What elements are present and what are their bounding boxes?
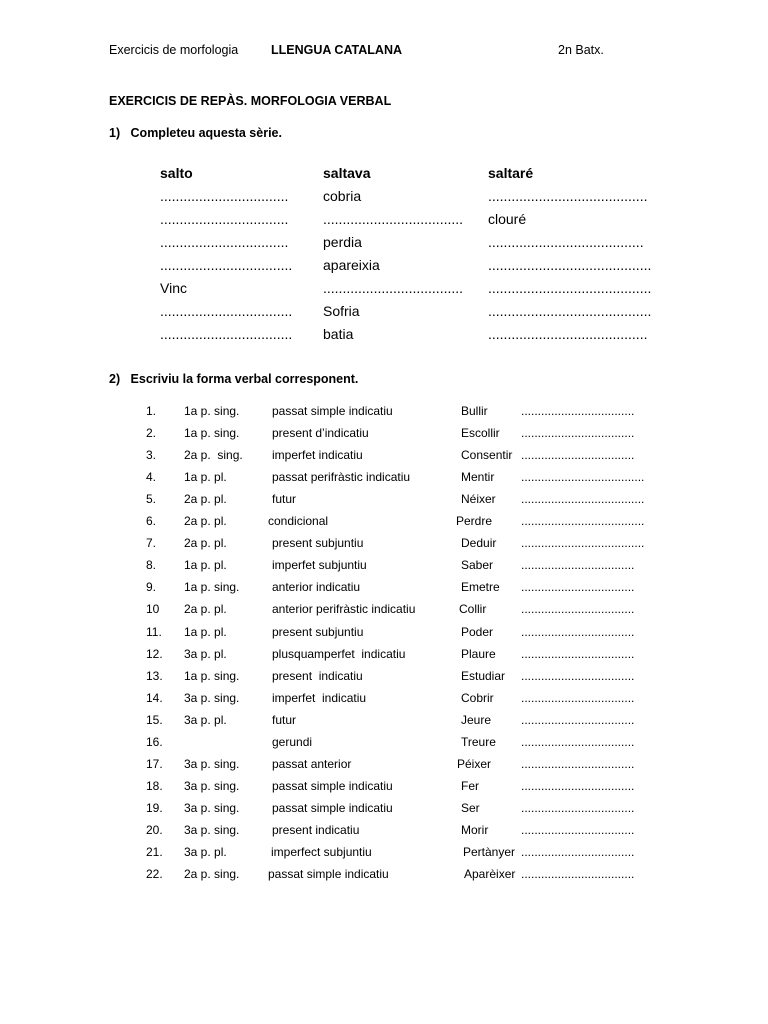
item-verb: Consentir <box>461 448 513 462</box>
item-verb: Péixer <box>457 757 492 771</box>
header-right: 2n Batx. <box>558 43 604 57</box>
item-tense: condicional <box>268 514 329 528</box>
section1-cell: Vinc <box>160 280 187 296</box>
item-person: 1a p. sing. <box>184 669 240 683</box>
section1-cell: batia <box>323 326 354 342</box>
item-blank: .................................. <box>521 625 635 639</box>
item-blank: .................................. <box>521 735 635 749</box>
section1-cell: apareixia <box>323 257 380 273</box>
item-blank: .................................. <box>521 404 635 418</box>
section1-cell: ................................. <box>160 234 289 250</box>
item-blank: .................................. <box>521 602 635 616</box>
item-person: 1a p. pl. <box>184 558 227 572</box>
item-person: 1a p. sing. <box>184 580 240 594</box>
item-number: 7. <box>146 536 157 550</box>
section1-cell: .................................... <box>323 211 464 227</box>
item-tense: present d’indicatiu <box>272 426 369 440</box>
item-tense: passat simple indicatiu <box>268 867 389 881</box>
section1-cell: ................................. <box>160 188 289 204</box>
section1-cell: .................................. <box>160 303 293 319</box>
header-center: LLENGUA CATALANA <box>271 43 402 57</box>
item-blank: .................................. <box>521 713 635 727</box>
item-verb: Néixer <box>461 492 496 506</box>
item-tense: futur <box>272 713 297 727</box>
item-verb: Estudiar <box>461 669 506 683</box>
item-tense: present subjuntiu <box>272 536 364 550</box>
item-person: 2a p. pl. <box>184 536 227 550</box>
item-verb: Plaure <box>461 647 496 661</box>
item-verb: Mentir <box>461 470 495 484</box>
item-blank: .................................. <box>521 867 635 881</box>
item-verb: Collir <box>459 602 487 616</box>
item-tense: passat perifràstic indicatiu <box>272 470 411 484</box>
item-tense: imperfet indicatiu <box>272 691 367 705</box>
item-blank: .................................. <box>521 823 635 837</box>
section1-cell: .................................. <box>160 257 293 273</box>
item-blank: .................................. <box>521 580 635 594</box>
item-person: 2a p. pl. <box>184 602 227 616</box>
section1-cell: clouré <box>488 211 527 227</box>
item-person: 3a p. sing. <box>184 823 240 837</box>
item-tense: present indicatiu <box>272 669 363 683</box>
page-title: EXERCICIS DE REPÀS. MORFOLOGIA VERBAL <box>109 94 392 108</box>
item-verb: Jeure <box>461 713 492 727</box>
item-blank: .................................. <box>521 691 635 705</box>
item-number: 8. <box>146 558 157 572</box>
item-blank: ..................................... <box>521 536 645 550</box>
item-verb: Morir <box>461 823 489 837</box>
item-number: 1. <box>146 404 157 418</box>
item-number: 3. <box>146 448 157 462</box>
section1-cell: ......................................... <box>488 188 648 204</box>
section1-cell: .................................. <box>160 326 293 342</box>
item-number: 15. <box>146 713 163 727</box>
item-verb: Fer <box>461 779 479 793</box>
header-left: Exercicis de morfologia <box>109 43 239 57</box>
item-verb: Escollir <box>461 426 500 440</box>
section1-cell: .......................................... <box>488 303 652 319</box>
item-verb: Aparèixer <box>464 867 516 881</box>
item-number: 17. <box>146 757 163 771</box>
item-tense: gerundi <box>272 735 313 749</box>
item-blank: .................................. <box>521 448 635 462</box>
item-verb: Bullir <box>461 404 488 418</box>
item-number: 22. <box>146 867 163 881</box>
item-tense: passat anterior <box>272 757 352 771</box>
item-blank: .................................. <box>521 647 635 661</box>
item-number: 9. <box>146 580 157 594</box>
item-blank: .................................. <box>521 669 635 683</box>
item-tense: anterior perifràstic indicatiu <box>272 602 416 616</box>
item-tense: imperfet indicatiu <box>272 448 363 462</box>
item-person: 3a p. pl. <box>184 845 227 859</box>
item-person: 1a p. pl. <box>184 470 227 484</box>
item-verb: Emetre <box>461 580 500 594</box>
item-verb: Deduir <box>461 536 497 550</box>
section1-cell: Sofria <box>323 303 360 319</box>
item-tense: passat simple indicatiu <box>272 801 393 815</box>
section1-cell: .......................................... <box>488 280 652 296</box>
item-number: 11. <box>146 625 162 639</box>
item-verb: Perdre <box>456 514 493 528</box>
item-number: 4. <box>146 470 157 484</box>
item-tense: futur <box>272 492 297 506</box>
item-person: 1a p. sing. <box>184 404 240 418</box>
item-person: 1a p. sing. <box>184 426 240 440</box>
item-verb: Saber <box>461 558 494 572</box>
item-tense: anterior indicatiu <box>272 580 361 594</box>
item-number: 14. <box>146 691 163 705</box>
item-number: 5. <box>146 492 157 506</box>
item-number: 12. <box>146 647 163 661</box>
item-tense: plusquamperfet indicatiu <box>272 647 406 661</box>
col-header-2: saltava <box>323 165 371 181</box>
item-blank: .................................. <box>521 845 635 859</box>
item-verb: Poder <box>461 625 494 639</box>
section1-cell: ......................................... <box>488 326 648 342</box>
item-tense: passat simple indicatiu <box>272 404 393 418</box>
item-person: 3a p. sing. <box>184 757 240 771</box>
item-number: 21. <box>146 845 163 859</box>
item-person: 2a p. pl. <box>184 492 227 506</box>
item-number: 20. <box>146 823 163 837</box>
item-blank: ..................................... <box>521 492 645 506</box>
section1-cell: cobria <box>323 188 362 204</box>
section1-heading: 1) Completeu aquesta sèrie. <box>109 126 282 140</box>
item-person: 3a p. sing. <box>184 801 240 815</box>
item-person: 2a p. pl. <box>184 514 227 528</box>
item-verb: Cobrir <box>461 691 494 705</box>
item-verb: Pertànyer <box>463 845 516 859</box>
item-person: 2a p. sing. <box>184 448 243 462</box>
section2-heading: 2) Escriviu la forma verbal corresponent. <box>109 372 359 386</box>
item-number: 18. <box>146 779 163 793</box>
item-person: 1a p. pl. <box>184 625 227 639</box>
item-tense: passat simple indicatiu <box>272 779 393 793</box>
item-verb: Treure <box>461 735 496 749</box>
item-blank: .................................. <box>521 757 635 771</box>
item-number: 6. <box>146 514 157 528</box>
item-blank: ..................................... <box>521 470 645 484</box>
section1-cell: perdia <box>323 234 362 250</box>
item-number: 16. <box>146 735 163 749</box>
item-blank: .................................. <box>521 426 635 440</box>
item-person: 2a p. sing. <box>184 867 240 881</box>
item-number: 10 <box>146 602 160 616</box>
item-blank: .................................. <box>521 801 635 815</box>
item-verb: Ser <box>461 801 480 815</box>
section1-cell: .......................................... <box>488 257 652 273</box>
item-tense: imperfect subjuntiu <box>271 845 372 859</box>
item-blank: ..................................... <box>521 514 645 528</box>
section1-cell: ................................. <box>160 211 289 227</box>
section1-cell: ........................................ <box>488 234 644 250</box>
col-header-1: salto <box>160 165 193 181</box>
item-person: 3a p. pl. <box>184 647 227 661</box>
item-blank: .................................. <box>521 558 635 572</box>
item-tense: imperfet subjuntiu <box>272 558 367 572</box>
item-person: 3a p. sing. <box>184 691 240 705</box>
section1-cell: .................................... <box>323 280 464 296</box>
item-number: 2. <box>146 426 157 440</box>
col-header-3: saltaré <box>488 165 534 181</box>
item-tense: present indicatiu <box>272 823 360 837</box>
item-person: 3a p. sing. <box>184 779 240 793</box>
item-person: 3a p. pl. <box>184 713 227 727</box>
item-number: 19. <box>146 801 163 815</box>
item-tense: present subjuntiu <box>272 625 364 639</box>
item-blank: .................................. <box>521 779 635 793</box>
item-number: 13. <box>146 669 163 683</box>
